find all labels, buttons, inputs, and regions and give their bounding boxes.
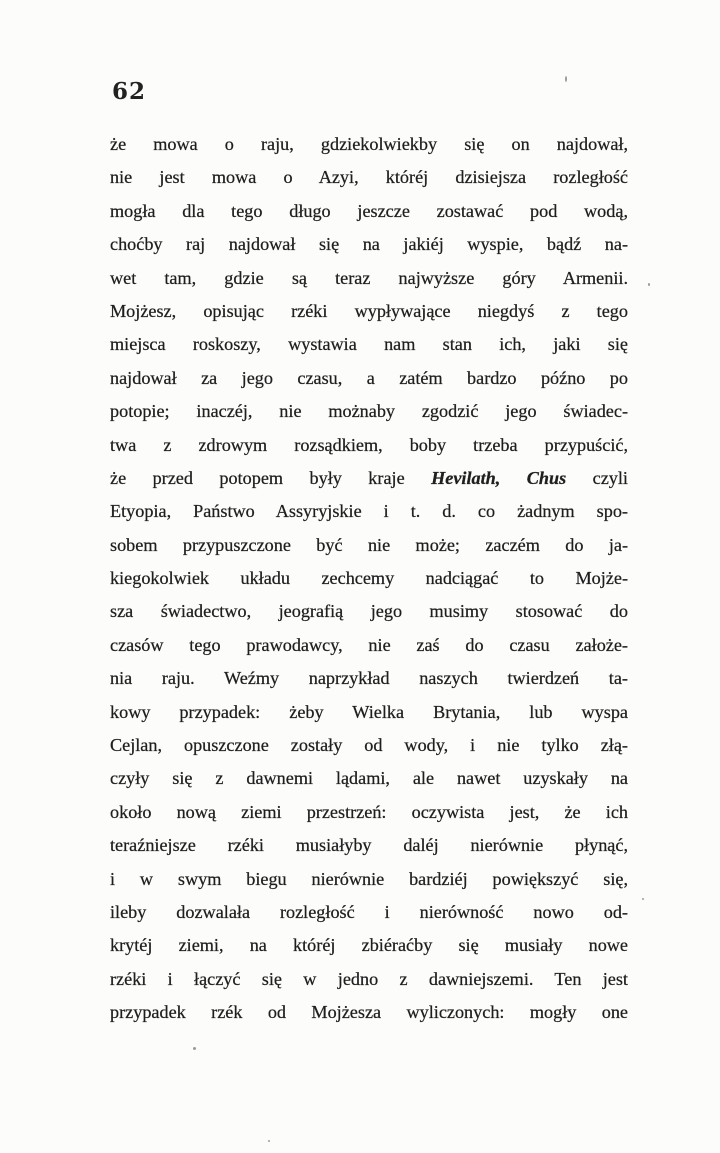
page-number: 62 xyxy=(112,78,147,105)
text-segment: że przed potopem były kraje xyxy=(110,467,432,488)
text-line: nie jest mowa o Azyi, któréj dzisiejsza rozległość xyxy=(110,167,628,188)
text-line: kiegokolwiek układu zechcemy nadciągać to Mojże- xyxy=(110,568,628,589)
text-line: ileby dozwalała rozległość i nierówność nowo od- xyxy=(110,901,628,922)
text-line: najdował za jego czasu, a zatém bardzo późno po xyxy=(110,367,628,388)
text-line: Etyopia, Państwo Assyryjskie i t. d. co żadnym spo- xyxy=(110,501,628,522)
text-segment: czyli xyxy=(566,467,628,488)
text-line: około nową ziemi przestrzeń: oczywista jest, że ich xyxy=(110,801,628,822)
text-line: i w swym biegu nierównie bardziéj powiększyć się, xyxy=(110,868,628,889)
italic-place-names: Hevilath, Chus xyxy=(431,467,567,488)
text-line: teraźniejsze rzéki musiałyby daléj nierównie płynąć, xyxy=(110,835,628,856)
text-line: twa z zdrowym rozsądkiem, boby trzeba przypuścić, xyxy=(110,434,628,455)
body-text xyxy=(110,128,628,1030)
paper-speck xyxy=(642,898,644,900)
text-line: choćby raj najdował się na jakiéj wyspie, bądź na- xyxy=(110,234,628,255)
text-line: Mojżesz, opisując rzéki wypływające niegdyś z tego xyxy=(110,300,628,321)
text-line: przypadek rzék od Mojżesza wyliczonych: mogły one xyxy=(110,1002,628,1023)
text-line: krytéj ziemi, na któréj zbiéraćby się musiały nowe xyxy=(110,935,628,956)
text-line-with-italic xyxy=(110,462,628,495)
text-line: czasów tego prawodawcy, nie zaś do czasu założe- xyxy=(110,634,628,655)
paper-speck xyxy=(565,76,567,82)
text-line: miejsca roskoszy, wystawia nam stan ich, jaki się xyxy=(110,334,628,355)
text-line: czyły się z dawnemi lądami, ale nawet uzyskały na xyxy=(110,768,628,789)
paper-speck xyxy=(193,1047,196,1050)
text-line: potopie; inaczéj, nie możnaby zgodzić jego świadec- xyxy=(110,401,628,422)
text-line: że mowa o raju, gdziekolwiekby się on najdował, xyxy=(110,134,628,154)
text-line: sobem przypuszczone być nie może; zaczém do ja- xyxy=(110,534,628,555)
text-line: mogła dla tego długo jeszcze zostawać pod wodą, xyxy=(110,200,628,221)
text-line: nia raju. Weźmy naprzykład naszych twierdzeń ta- xyxy=(110,668,628,689)
text-line: sza świadectwo, jeografią jego musimy stosować do xyxy=(110,601,628,622)
text-line: rzéki i łączyć się w jedno z dawniejszemi. Ten jest xyxy=(110,968,628,989)
text-line: Cejlan, opuszczone zostały od wody, i nie tylko złą- xyxy=(110,735,628,756)
paper-speck xyxy=(648,283,650,286)
paper-speck xyxy=(268,1140,270,1142)
text-line: wet tam, gdzie są teraz najwyższe góry Armenii. xyxy=(110,267,628,288)
text-line: kowy przypadek: żeby Wielka Brytania, lub wyspa xyxy=(110,701,628,722)
